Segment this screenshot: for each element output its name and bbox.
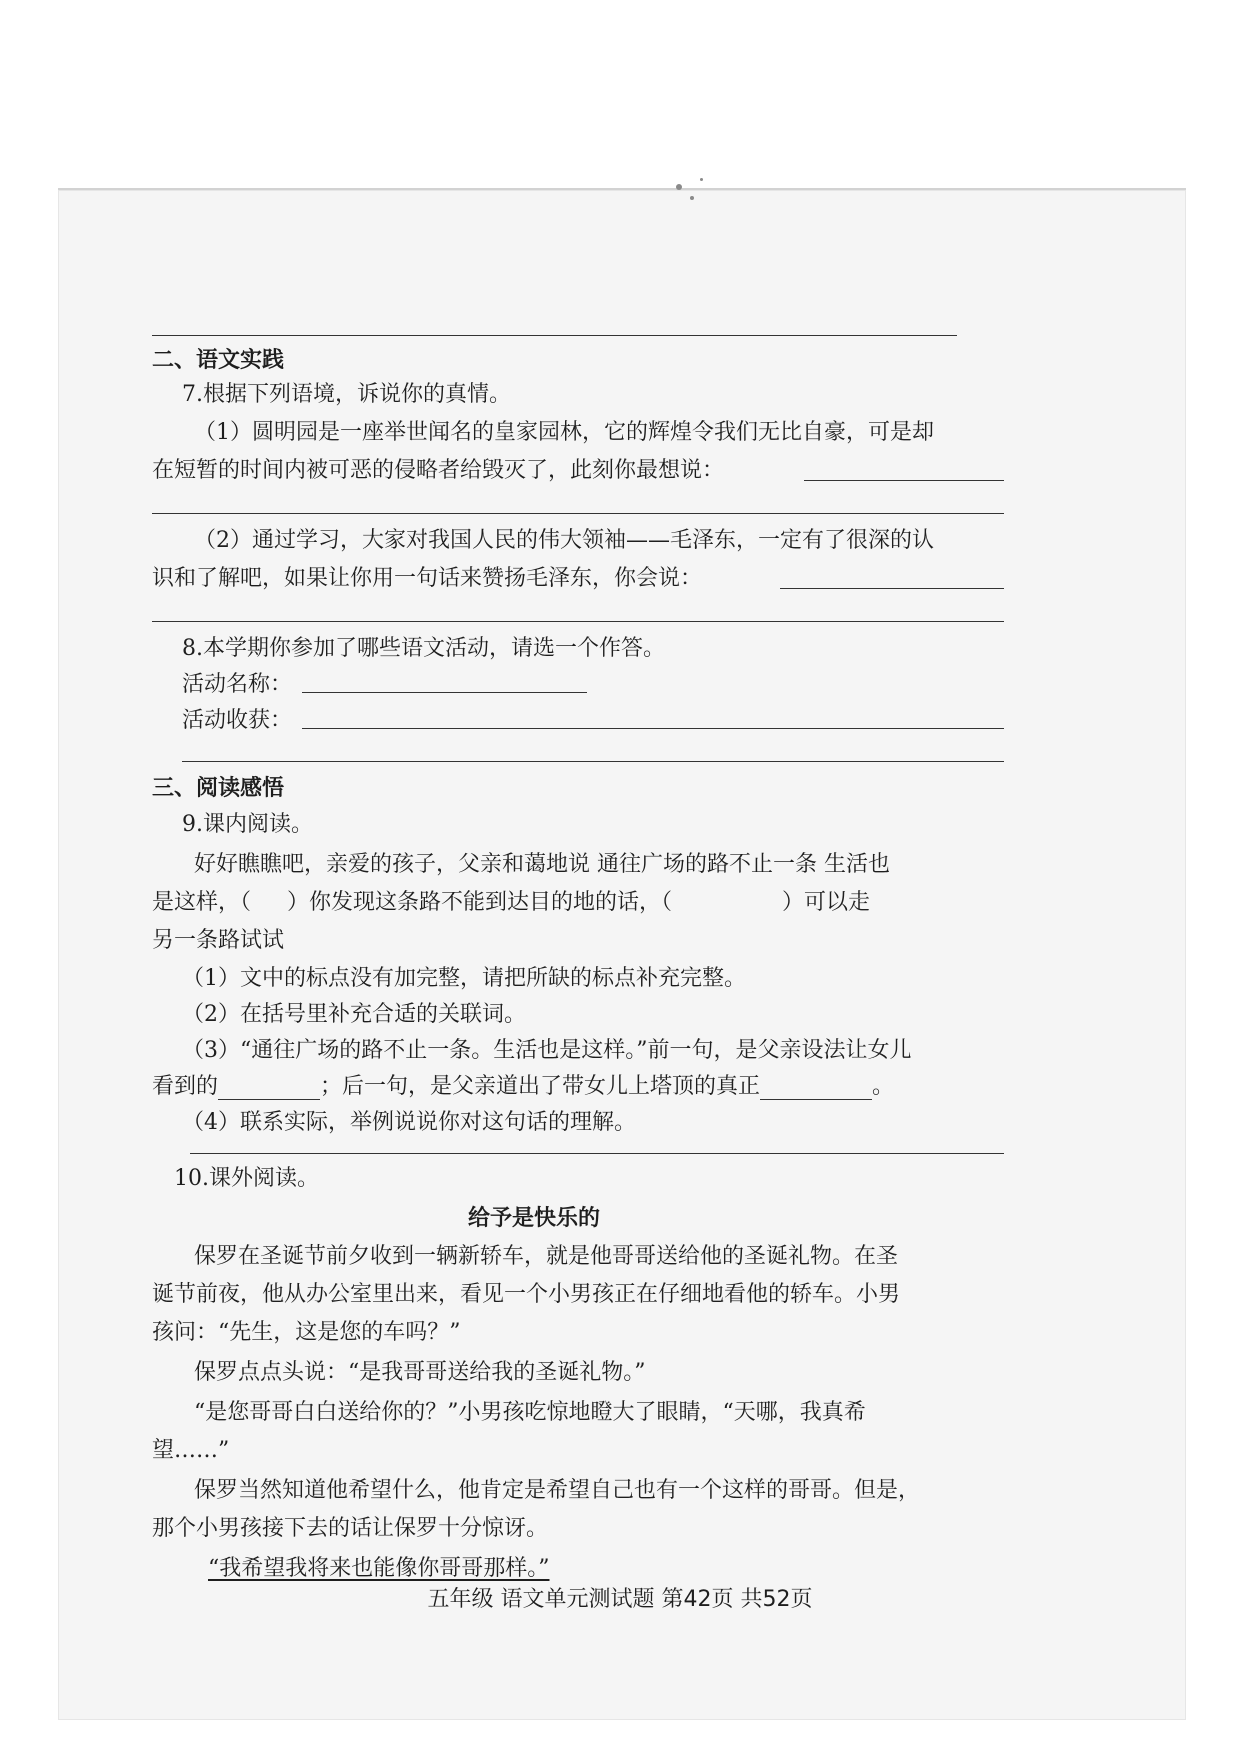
passage-p3-line1: “是您哥哥白白送给你的？”小男孩吃惊地瞪大了眼睛，“天哪，我真希 <box>194 1400 866 1425</box>
passage-p3-line2: 望……” <box>152 1438 230 1463</box>
answer-line <box>302 692 587 693</box>
passage-p1-line1: 保罗在圣诞节前夕收到一辆新轿车，就是他哥哥送给他的圣诞礼物。在圣 <box>194 1244 899 1269</box>
q7-item1-line2: 在短暂的时间内被可恶的侵略者给毁灭了，此刻你最想说： <box>152 458 725 483</box>
answer-line <box>152 621 1004 622</box>
answer-line <box>182 761 1004 762</box>
section-3-heading: 三、阅读感悟 <box>152 776 285 801</box>
scan-speck <box>690 196 694 200</box>
q9-prompt: 9.课内阅读。 <box>182 812 313 837</box>
q7-item1-line1: （1）圆明园是一座举世闻名的皇家园林，它的辉煌令我们无比自豪，可是却 <box>194 420 934 445</box>
q7-item2-line2: 识和了解吧，如果让你用一句话来赞扬毛泽东，你会说： <box>152 566 703 591</box>
answer-line <box>804 480 1004 481</box>
passage-p1-line2: 诞节前夜，他从办公室里出来，看见一个小男孩正在仔细地看他的轿车。小男 <box>152 1282 901 1307</box>
page-footer: 五年级 语文单元测试题 第42页 共52页 <box>427 1587 813 1612</box>
answer-line <box>152 335 957 336</box>
answer-line <box>780 588 1004 589</box>
q9-sub3-line2: 看到的 ；后一句，是父亲道出了带女儿上塔顶的真正 。 <box>152 1074 895 1099</box>
q9-passage-line3: 另一条路试试 <box>152 928 285 953</box>
answer-line <box>152 513 1004 514</box>
q8-prompt: 8.本学期你参加了哪些语文活动，请选一个作答。 <box>182 636 665 661</box>
passage-p4-line1: 保罗当然知道他希望什么，他肯定是希望自己也有一个这样的哥哥。但是， <box>194 1478 921 1503</box>
section-2-heading: 二、语文实践 <box>152 348 285 373</box>
q8-activity-name-label: 活动名称： <box>182 672 293 697</box>
passage-p5: “我希望我将来也能像你哥哥那样。” <box>208 1556 550 1581</box>
passage-p2: 保罗点点头说：“是我哥哥送给我的圣诞礼物。” <box>194 1360 646 1385</box>
scan-speck <box>700 178 703 181</box>
q9-sub3-line1: （3）“通往广场的路不止一条。生活也是这样。”前一句，是父亲设法让女儿 <box>182 1038 912 1063</box>
scan-speck <box>676 184 682 190</box>
q7-item2-line1: （2）通过学习，大家对我国人民的伟大领袖——毛泽东，一定有了很深的认 <box>194 528 934 553</box>
q9-sub1: （1）文中的标点没有加完整，请把所缺的标点补充完整。 <box>182 966 746 991</box>
passage-p1-line3: 孩问：“先生，这是您的车吗？” <box>152 1320 461 1345</box>
answer-line <box>190 1153 1004 1154</box>
passage-title: 给予是快乐的 <box>468 1206 601 1231</box>
q10-prompt: 10.课外阅读。 <box>174 1166 319 1191</box>
passage-p4-line2: 那个小男孩接下去的话让保罗十分惊讶。 <box>152 1516 549 1541</box>
q9-passage-line2: 是这样，（ ）你发现这条路不能到达目的地的话，（ ）可以走 <box>152 890 871 915</box>
answer-line <box>302 728 1004 729</box>
q7-prompt: 7.根据下列语境，诉说你的真情。 <box>182 382 511 407</box>
q9-passage-line1: 好好瞧瞧吧，亲爱的孩子，父亲和蔼地说 通往广场的路不止一条 生活也 <box>194 852 890 877</box>
q9-sub2: （2）在括号里补充合适的关联词。 <box>182 1002 526 1027</box>
q9-sub4: （4）联系实际，举例说说你对这句话的理解。 <box>182 1110 636 1135</box>
q8-activity-gain-label: 活动收获： <box>182 708 293 733</box>
